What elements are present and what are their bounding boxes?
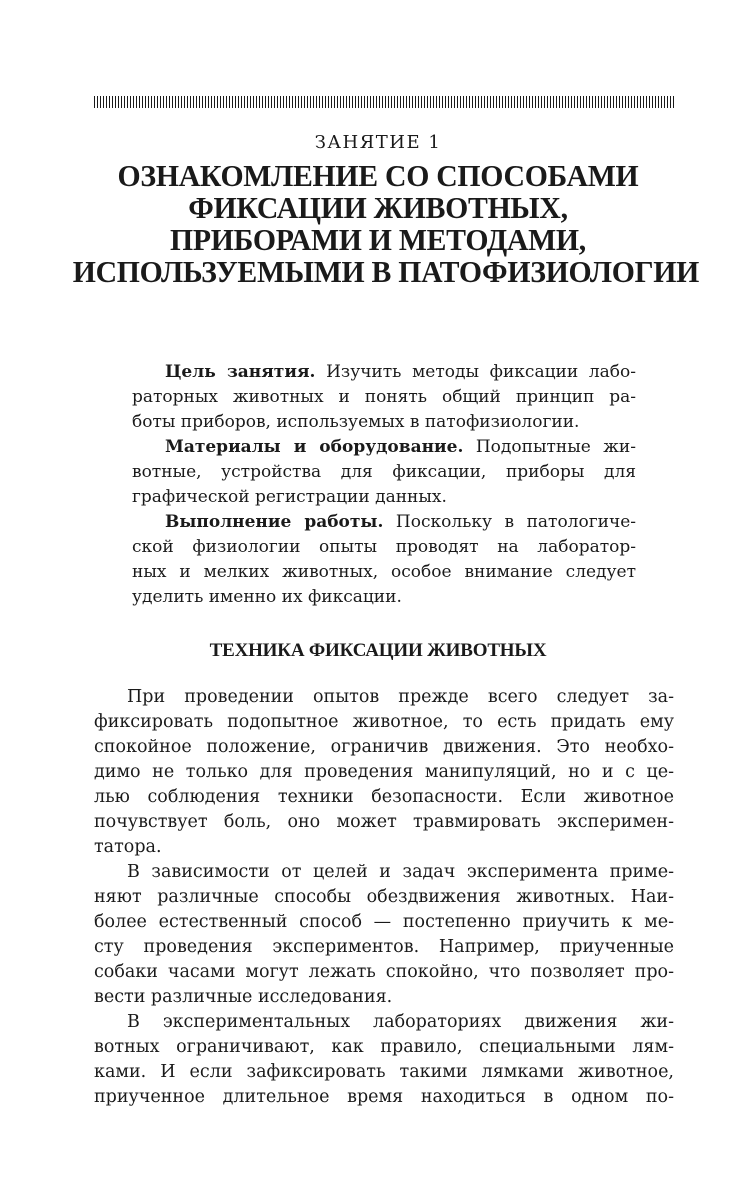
materials-line: вотные, устройства для фиксации, приборы для: [132, 462, 636, 482]
paragraph-line: вотных ограничивают, как правило, специальными лям-: [94, 1037, 674, 1057]
work-line: ской физиологии опыты проводят на лаборатор-: [132, 537, 636, 557]
paragraph-line: При проведении опытов прежде всего следует за-: [127, 687, 674, 707]
goal-line: Цель занятия. Изучить методы фиксации лабо-: [165, 362, 636, 382]
paragraph-line: спокойное положение, ограничив движения. Это необхо-: [94, 737, 674, 757]
title-line: ОЗНАКОМЛЕНИЕ СО СПОСОБАМИ: [117, 158, 639, 193]
work-label: Выполнение работы.: [165, 512, 384, 532]
decorative-header-rule: [94, 96, 674, 108]
paragraph-line: вести различные исследования.: [94, 987, 393, 1007]
paragraph-line: татора.: [94, 837, 162, 857]
paragraph-line: более естественный способ — постепенно приучить к ме-: [94, 912, 674, 932]
paragraph-line: ками. И если зафиксировать такими лямками животное,: [94, 1062, 674, 1082]
lesson-intro: [132, 360, 636, 610]
work-line: Выполнение работы. Поскольку в патологиче-: [165, 512, 636, 532]
work-line: ных и мелких животных, особое внимание следует: [132, 562, 636, 582]
paragraph-line: приученное длительное время находиться в одном по-: [94, 1087, 674, 1107]
title-line: ФИКСАЦИИ ЖИВОТНЫХ,: [188, 190, 568, 225]
paragraph-line: лью соблюдения техники безопасности. Если животное: [94, 787, 674, 807]
paragraph-line: димо не только для проведения манипуляций, но и с це-: [94, 762, 674, 782]
paragraph-line: В зависимости от целей и задач эксперимента приме-: [127, 862, 674, 882]
title-line: ИСПОЛЬЗУЕМЫМИ В ПАТОФИЗИОЛОГИИ: [72, 254, 699, 289]
materials-line: Материалы и оборудование. Подопытные жи-: [165, 437, 636, 457]
paragraph-line: В экспериментальных лабораториях движения жи-: [127, 1012, 674, 1032]
lesson-label: ЗАНЯТИЕ 1: [314, 132, 442, 153]
paragraph-line: няют различные способы обездвижения животных. Наи-: [94, 887, 674, 907]
paragraph-line: почувствует боль, оно может травмировать эксперимен-: [94, 812, 674, 832]
section-body: [94, 685, 674, 1110]
page-title: [72, 158, 699, 289]
paragraph-line: сту проведения экспериментов. Например, приученные: [94, 937, 674, 957]
goal-line: боты приборов, используемых в патофизиологии.: [132, 412, 580, 432]
materials-label: Материалы и оборудование.: [165, 437, 464, 457]
section-heading: ТЕХНИКА ФИКСАЦИИ ЖИВОТНЫХ: [209, 640, 547, 661]
work-line: уделить именно их фиксации.: [132, 587, 402, 607]
goal-line: раторных животных и понять общий принцип ра-: [132, 387, 636, 407]
title-line: ПРИБОРАМИ И МЕТОДАМИ,: [170, 222, 586, 257]
paragraph-line: фиксировать подопытное животное, то есть придать ему: [94, 712, 674, 732]
materials-line: графической регистрации данных.: [132, 487, 447, 507]
paragraph-line: собаки часами могут лежать спокойно, что позволяет про-: [94, 962, 674, 982]
goal-label: Цель занятия.: [165, 362, 316, 382]
